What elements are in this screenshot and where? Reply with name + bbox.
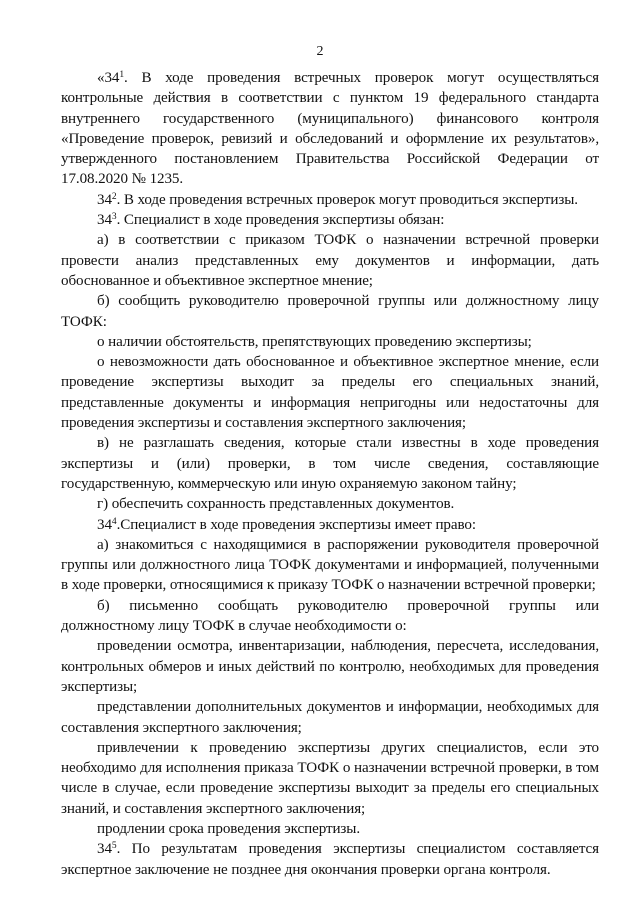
paragraph-text: проведении осмотра, инвентаризации, наблюдения, пересчета, исследования, контрольных обмеров и иных действий по контролю, необходимых для проведения экспертизы; bbox=[61, 638, 599, 695]
clause-superscript: 1 bbox=[119, 70, 124, 80]
document-body bbox=[61, 68, 599, 880]
paragraph bbox=[61, 535, 599, 596]
paragraph bbox=[61, 697, 599, 738]
paragraph bbox=[61, 433, 599, 494]
paragraph-text: .Специалист в ходе проведения экспертизы имеет право: bbox=[116, 516, 476, 533]
page-number: 2 bbox=[316, 44, 324, 59]
clause-number: 34 bbox=[97, 841, 112, 858]
clause-superscript: 4 bbox=[111, 516, 117, 527]
clause-number: 34 bbox=[97, 516, 112, 533]
paragraph-text: . В ходе проведения встречных проверок могут проводиться экспертизы. bbox=[116, 191, 578, 208]
paragraph-text: б) письменно сообщать руководителю проверочной группы или должностному лицу ТОФК в случае необходимости о: bbox=[61, 597, 599, 635]
paragraph bbox=[61, 839, 599, 880]
clause-superscript: 3 bbox=[111, 212, 117, 223]
clause-number: 34 bbox=[97, 212, 112, 229]
paragraph-text: . Специалист в ходе проведения экспертизы обязан: bbox=[116, 212, 445, 229]
paragraph bbox=[61, 636, 599, 697]
paragraph-text: привлечении к проведению экспертизы других специалистов, если это необходимо для исполнения приказа ТОФК о назначении встречной проверки, в том числе в случае, если проведение экспертизы выходит за пределы его специальных знаний, и составления экспертного заключения; bbox=[61, 739, 599, 817]
paragraph bbox=[61, 738, 599, 819]
paragraph bbox=[61, 515, 599, 535]
clause-number: «34 bbox=[97, 70, 120, 86]
paragraph bbox=[61, 210, 599, 230]
clause-superscript: 5 bbox=[111, 841, 117, 852]
paragraph-text: о невозможности дать обоснованное и объективное экспертное мнение, если проведение экспертизы выходит за пределы его специальных знаний, представленные документы и информация непригодны или недостаточны для проведения экспертизы и составления экспертного заключения; bbox=[61, 354, 599, 432]
paragraph bbox=[61, 190, 599, 210]
paragraph-text: в) не разглашать сведения, которые стали известны в ходе проведения экспертизы и (или) проверки, в том числе сведения, составляющие государственную, коммерческую или иную охраняемую законом тайну; bbox=[61, 435, 599, 492]
paragraph-text: г) обеспечить сохранность представленных документов. bbox=[97, 496, 455, 513]
paragraph bbox=[61, 332, 599, 352]
paragraph-text: представлении дополнительных документов и информации, необходимых для составления экспертного заключения; bbox=[61, 699, 599, 736]
paragraph bbox=[61, 596, 599, 637]
paragraph-text: а) знакомиться с находящимися в распоряжении руководителя проверочной группы или должностного лица ТОФК документами и информацией, полученными в ходе проверки, относящимися к приказу ТОФК о назначении встречной проверки; bbox=[61, 536, 599, 594]
paragraph bbox=[61, 230, 599, 291]
paragraph-text: . По результатам проведения экспертизы специалистом составляется экспертное заключение не позднее дня окончания проверки органа контроля. bbox=[61, 841, 599, 878]
paragraph bbox=[61, 291, 599, 332]
paragraph bbox=[61, 819, 599, 839]
paragraph bbox=[61, 494, 599, 514]
paragraph-text: продлении срока проведения экспертизы. bbox=[97, 820, 360, 837]
paragraph-text: о наличии обстоятельств, препятствующих проведению экспертизы; bbox=[97, 333, 532, 350]
clause-superscript: 2 bbox=[111, 191, 117, 202]
paragraph-text: а) в соответствии с приказом ТОФК о назначении встречной проверки провести анализ представленных ему документов и информации, дать обоснованное и объективное экспертное мнение; bbox=[61, 232, 599, 289]
clause-number: 34 bbox=[97, 191, 112, 208]
paragraph bbox=[61, 352, 599, 433]
paragraph bbox=[61, 68, 599, 190]
paragraph-text: . В ходе проведения встречных проверок могут осуществляться контрольные действия в соответствии с пунктом 19 федерального стандарта внутреннего государственного (муниципального) финансового контроля «Проведение проверок, ревизий и обследований и оформление их результатов», утвержденного постановлением Правительства Российской Федерации от 17.08.2020 № 1235. bbox=[61, 70, 599, 188]
paragraph-text: б) сообщить руководителю проверочной группы или должностному лицу ТОФК: bbox=[61, 293, 599, 330]
